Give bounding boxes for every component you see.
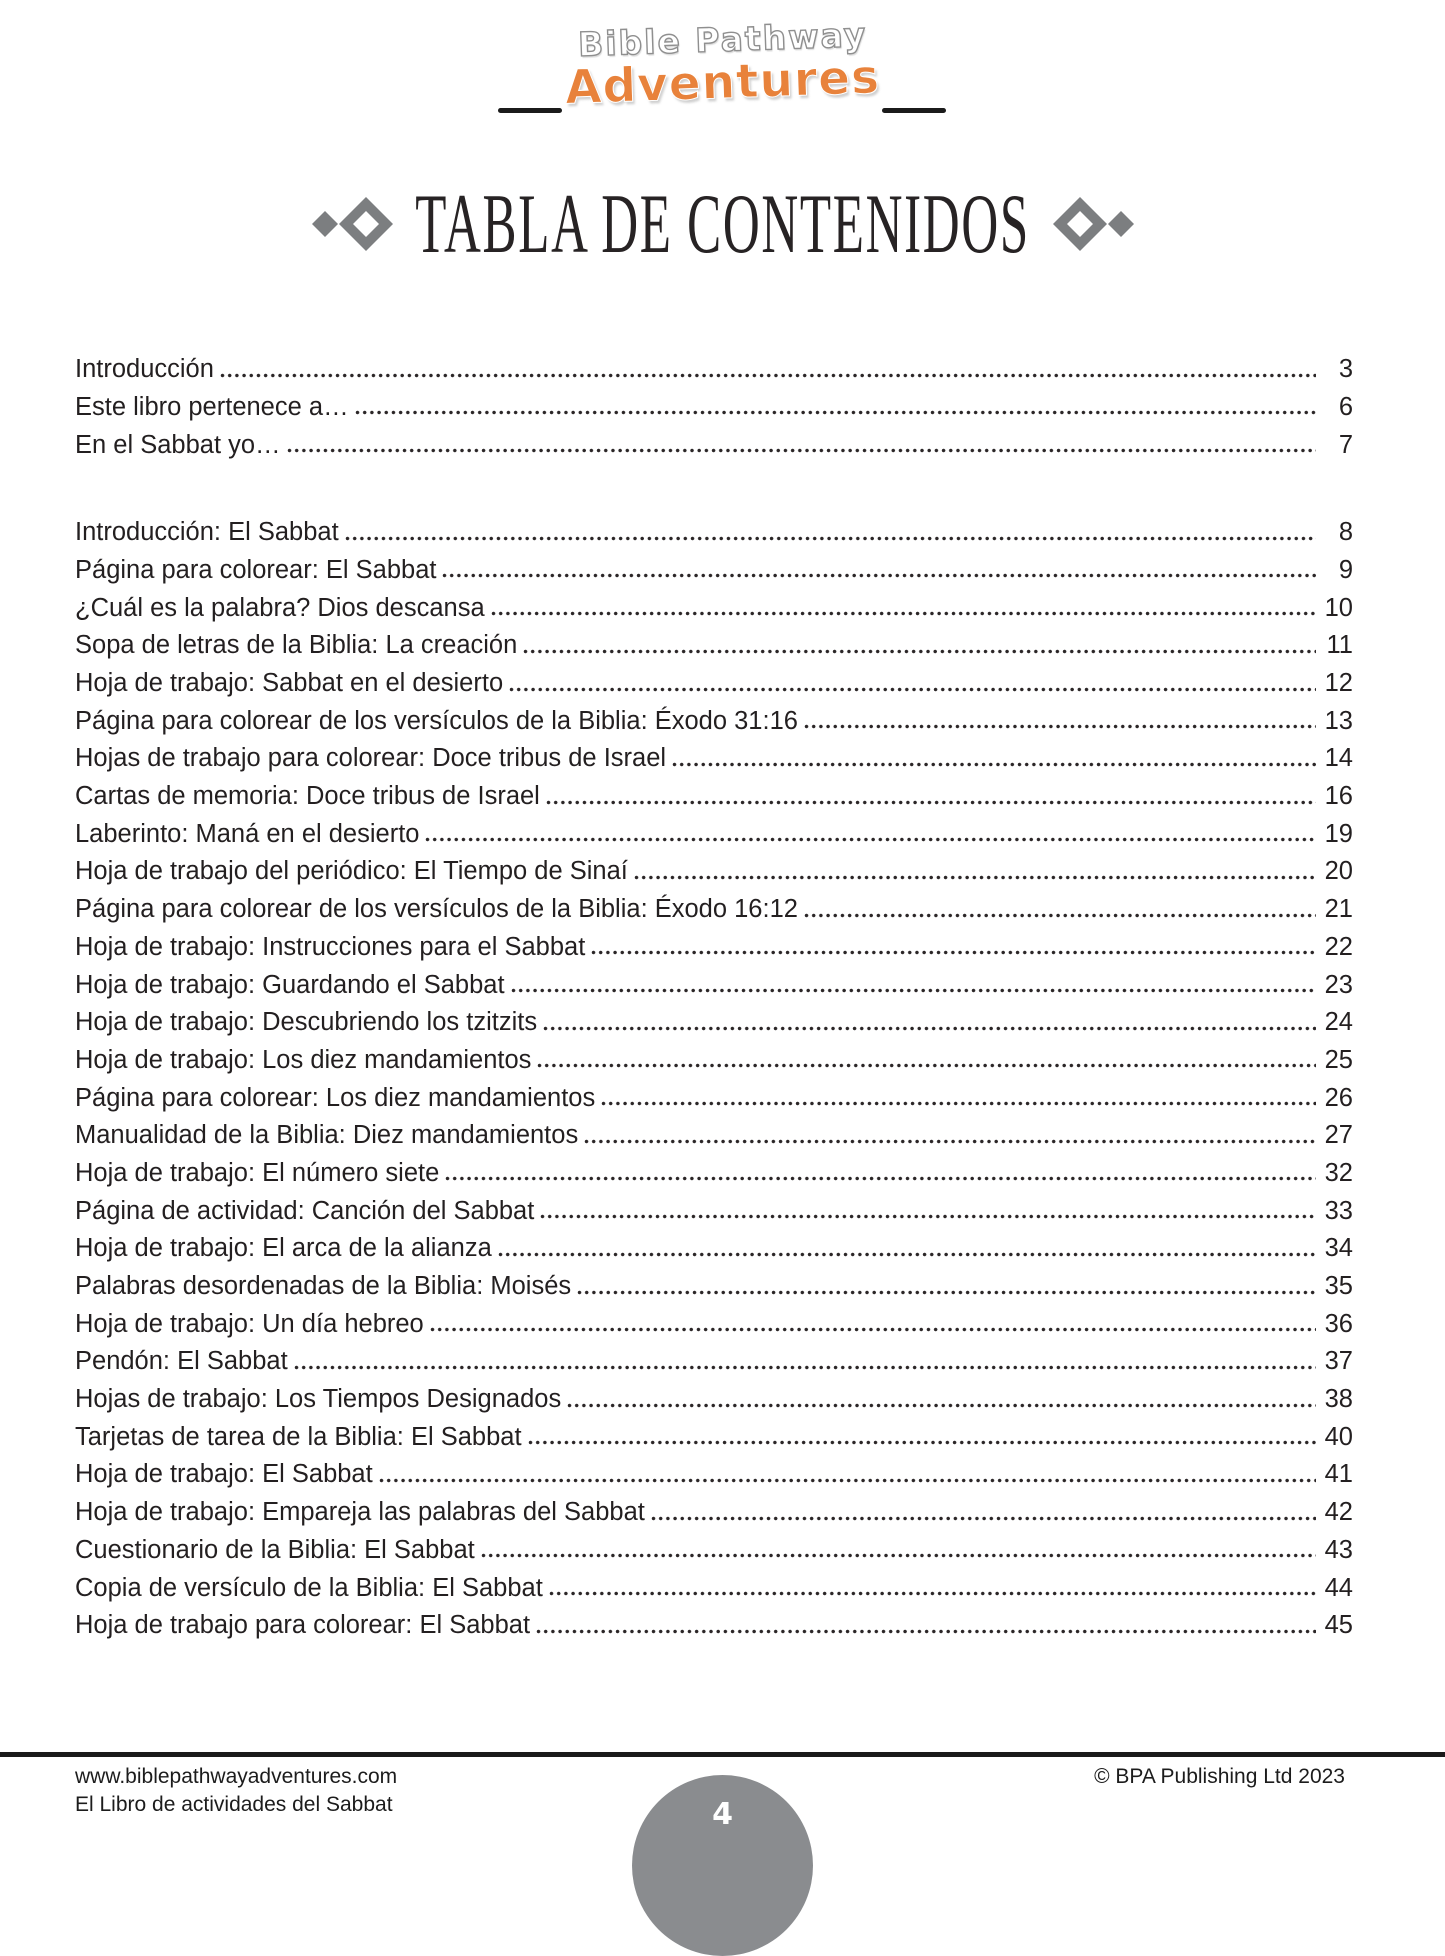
toc-entry-page: 36: [1324, 1309, 1353, 1338]
toc-leader-dots: [379, 1478, 1316, 1483]
toc-entry-page: 33: [1324, 1196, 1353, 1225]
toc-entry-page: 37: [1324, 1347, 1353, 1376]
toc-entry-page: 45: [1324, 1611, 1353, 1640]
toc-entry-page: 3: [1338, 355, 1353, 384]
toc-leader-dots: [543, 1026, 1316, 1031]
toc-leader-dots: [634, 875, 1316, 880]
page-number: 4: [712, 1797, 733, 1832]
toc-entry: [75, 1337, 1353, 1375]
toc-leader-dots: [672, 762, 1316, 767]
toc-entry: [75, 1036, 1353, 1074]
logo-dash-right: [882, 108, 946, 113]
toc-entry-page: 21: [1324, 895, 1353, 924]
toc-entry-page: 41: [1324, 1460, 1353, 1489]
toc-entry: [75, 998, 1353, 1036]
toc-entry: [75, 1224, 1353, 1262]
toc-entry-label: Copia de versículo de la Biblia: El Sabbat: [75, 1573, 543, 1602]
toc-entry-page: 10: [1324, 593, 1353, 622]
toc-entry-page: 9: [1338, 555, 1353, 584]
toc-entry-page: 19: [1324, 819, 1353, 848]
toc-entry-page: 24: [1324, 1008, 1353, 1037]
toc-entry: [75, 847, 1353, 885]
toc-entry: [75, 1262, 1353, 1300]
toc-entry: [75, 621, 1353, 659]
toc-entry-page: 6: [1338, 392, 1353, 421]
toc-leader-dots: [294, 1365, 1316, 1370]
page-title-text: TABLA DE CONTENIDOS: [415, 176, 1030, 271]
toc-entry-label: Cuestionario de la Biblia: El Sabbat: [75, 1535, 475, 1564]
toc-entry-page: 11: [1326, 631, 1353, 660]
toc-leader-dots: [425, 837, 1316, 842]
toc-entry-page: 12: [1324, 669, 1353, 697]
toc-entry-label: Tarjetas de tarea de la Biblia: El Sabbat: [75, 1422, 522, 1451]
toc-entry-page: 42: [1324, 1498, 1353, 1527]
footer-copyright: © BPA Publishing Ltd 2023: [1094, 1765, 1345, 1788]
toc-list: [75, 345, 1353, 1639]
toc-entry-page: 20: [1324, 857, 1353, 886]
toc-entry: [75, 1073, 1353, 1111]
toc-entry-label: Este libro pertenece a…: [75, 392, 349, 421]
toc-entry: [75, 1601, 1353, 1639]
toc-entry: [75, 1149, 1353, 1187]
toc-entry: [75, 1526, 1353, 1564]
toc-entry: [75, 546, 1353, 584]
logo-text-bible-pathway: Bible Pathway: [577, 14, 868, 65]
toc-leader-dots: [804, 913, 1316, 918]
toc-leader-dots: [287, 448, 1316, 453]
toc-entry-label: Introducción: El Sabbat: [75, 518, 339, 547]
toc-entry: [75, 1413, 1353, 1451]
toc-entry: [75, 345, 1353, 383]
toc-entry: [75, 697, 1353, 735]
toc-entry-label: Hoja de trabajo: Empareja las palabras del Sabbat: [75, 1498, 645, 1527]
toc-leader-dots: [220, 373, 1316, 378]
toc-entry-page: 25: [1324, 1045, 1353, 1074]
toc-group-gap: [75, 458, 1353, 508]
toc-entry-label: Hoja de trabajo: Un día hebreo: [75, 1309, 424, 1338]
toc-leader-dots: [536, 1629, 1316, 1634]
toc-entry: [75, 734, 1353, 772]
toc-entry-label: Sopa de letras de la Biblia: La creación: [75, 631, 518, 660]
toc-entry: [75, 1375, 1353, 1413]
toc-entry-label: Página de actividad: Canción del Sabbat: [75, 1196, 535, 1225]
toc-entry: [75, 810, 1353, 848]
toc-leader-dots: [523, 649, 1316, 654]
toc-entry-label: Hoja de trabajo: El arca de la alianza: [75, 1234, 492, 1263]
toc-leader-dots: [511, 988, 1316, 993]
publisher-logo: [0, 14, 1445, 155]
toc-entry-label: Manualidad de la Biblia: Diez mandamientos: [75, 1121, 579, 1150]
toc-entry-label: Página para colorear de los versículos de la Biblia: Éxodo 31:16: [75, 706, 798, 735]
toc-entry-label: Cartas de memoria: Doce tribus de Israel: [75, 782, 540, 811]
toc-leader-dots: [491, 611, 1316, 616]
toc-entry-page: 7: [1338, 430, 1353, 459]
toc-entry-label: Pendón: El Sabbat: [75, 1347, 288, 1376]
toc-entry: [75, 960, 1353, 998]
toc-leader-dots: [481, 1553, 1316, 1558]
toc-entry-label: Hoja de trabajo: El Sabbat: [75, 1460, 373, 1489]
toc-entry-label: Hoja de trabajo: El número siete: [75, 1158, 440, 1187]
toc-entry: [75, 885, 1353, 923]
toc-entry-label: Hoja de trabajo: Los diez mandamientos: [75, 1045, 532, 1074]
toc-leader-dots: [445, 1176, 1316, 1181]
toc-entry-label: Hoja de trabajo: Descubriendo los tzitzits: [75, 1008, 538, 1037]
toc-leader-dots: [540, 1214, 1316, 1219]
toc-entry-label: Introducción: [75, 355, 214, 384]
toc-entry-page: 27: [1324, 1121, 1353, 1150]
toc-leader-dots: [567, 1403, 1316, 1408]
toc-leader-dots: [546, 800, 1316, 805]
page-number-badge: [632, 1775, 813, 1956]
toc-entry-page: 38: [1324, 1385, 1353, 1414]
toc-entry: [75, 420, 1353, 458]
toc-entry-page: 43: [1324, 1535, 1353, 1564]
toc-entry-label: Hojas de trabajo: Los Tiempos Designados: [75, 1385, 562, 1414]
toc-leader-dots: [537, 1063, 1316, 1068]
logo-text-adventures: Adventures: [564, 49, 881, 116]
toc-leader-dots: [528, 1440, 1316, 1445]
toc-entry-label: ¿Cuál es la palabra? Dios descansa: [75, 593, 485, 622]
toc-leader-dots: [355, 410, 1316, 415]
toc-entry-label: Hoja de trabajo: Guardando el Sabbat: [75, 970, 505, 999]
toc-entry: [75, 383, 1353, 421]
toc-entry: [75, 1300, 1353, 1338]
toc-leader-dots: [509, 687, 1316, 692]
toc-leader-dots: [651, 1516, 1316, 1521]
toc-leader-dots: [498, 1252, 1316, 1257]
toc-entry-page: 40: [1324, 1422, 1353, 1451]
toc-leader-dots: [549, 1591, 1316, 1596]
toc-leader-dots: [345, 536, 1316, 541]
toc-entry-label: Página para colorear de los versículos de la Biblia: Éxodo 16:12: [75, 895, 798, 924]
toc-entry: [75, 772, 1353, 810]
toc-entry-page: 13: [1324, 706, 1353, 735]
toc-entry: [75, 583, 1353, 621]
diamond-ornament-icon: [309, 193, 397, 255]
toc-entry-label: Hoja de trabajo del periódico: El Tiempo de Sinaí: [75, 857, 628, 886]
footer-website: www.biblepathwayadventures.com: [75, 1765, 398, 1788]
toc-leader-dots: [591, 950, 1316, 955]
toc-entry-page: 22: [1324, 932, 1353, 961]
toc-entry: [75, 659, 1353, 697]
toc-entry-page: 23: [1324, 970, 1353, 999]
footer-left: [75, 1763, 397, 1819]
toc-entry-page: 8: [1338, 518, 1353, 547]
toc-entry-page: 14: [1324, 744, 1353, 773]
toc-leader-dots: [804, 724, 1316, 729]
toc-entry-label: Hoja de trabajo: Instrucciones para el Sabbat: [75, 932, 586, 961]
toc-entry-page: 35: [1324, 1272, 1353, 1300]
toc-entry: [75, 1488, 1353, 1526]
toc-leader-dots: [442, 573, 1316, 578]
toc-entry-label: Página para colorear: El Sabbat: [75, 555, 437, 584]
toc-entry: [75, 508, 1353, 546]
toc-leader-dots: [577, 1290, 1316, 1295]
toc-entry: [75, 1563, 1353, 1601]
toc-entry-label: Laberinto: Maná en el desierto: [75, 819, 420, 848]
toc-entry-page: 16: [1324, 782, 1353, 811]
toc-entry-page: 26: [1324, 1083, 1353, 1112]
toc-entry-label: Hojas de trabajo para colorear: Doce tribus de Israel: [75, 744, 667, 773]
diamond-ornament-icon: [1049, 193, 1137, 255]
page-title: [415, 176, 1030, 271]
toc-entry-label: Palabras desordenadas de la Biblia: Moisés: [75, 1272, 572, 1300]
toc-entry: [75, 1111, 1353, 1149]
toc-entry-page: 32: [1324, 1158, 1353, 1187]
logo-dash-left: [498, 108, 562, 113]
toc-entry-page: 44: [1324, 1573, 1353, 1602]
toc-entry: [75, 923, 1353, 961]
toc-entry: [75, 1450, 1353, 1488]
toc-leader-dots: [601, 1101, 1316, 1106]
toc-entry-label: Hoja de trabajo para colorear: El Sabbat: [75, 1611, 531, 1640]
toc-leader-dots: [584, 1139, 1316, 1144]
toc-leader-dots: [430, 1327, 1316, 1332]
footer-divider: [0, 1752, 1445, 1757]
footer-book-title: El Libro de actividades del Sabbat: [75, 1793, 393, 1816]
toc-entry-page: 34: [1324, 1234, 1353, 1263]
toc-entry-label: Hoja de trabajo: Sabbat en el desierto: [75, 669, 504, 697]
toc-entry-label: En el Sabbat yo…: [75, 430, 281, 459]
toc-entry-label: Página para colorear: Los diez mandamientos: [75, 1083, 596, 1112]
toc-entry: [75, 1186, 1353, 1224]
page-title-row: [0, 176, 1445, 271]
